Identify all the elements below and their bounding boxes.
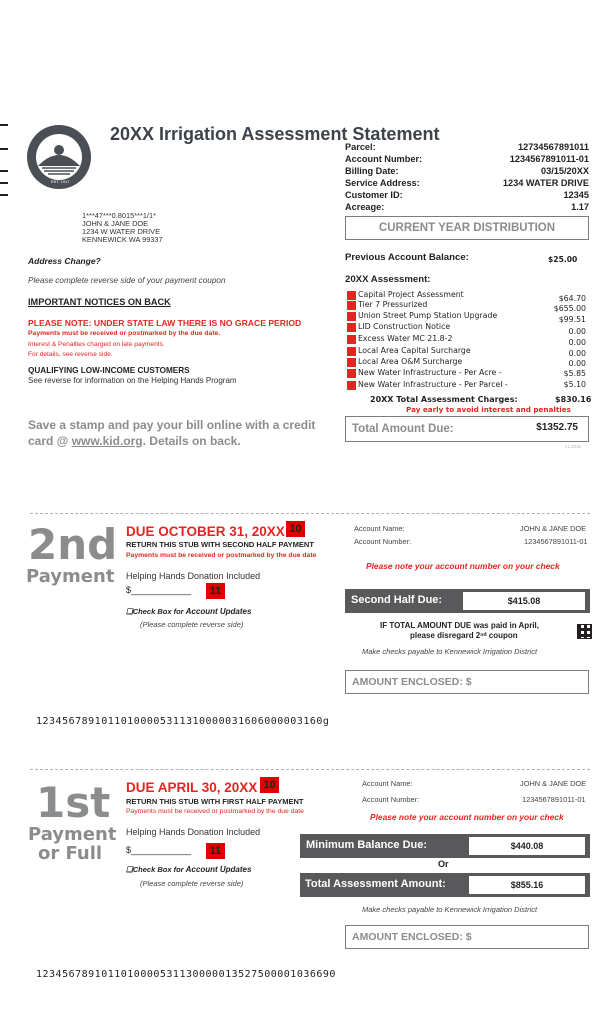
micr-line: 1234567891011010000531130000013527500001036690 bbox=[36, 969, 336, 980]
charge-number-marker: 6 bbox=[347, 347, 356, 356]
pay-early-note: Pay early to avoid interest and penalties bbox=[406, 405, 571, 414]
micr-line: 12345678910110100005311310000031606000003160g bbox=[36, 716, 330, 727]
return-line: RETURN THIS STUB WITH SECOND HALF PAYMENT bbox=[126, 540, 314, 549]
complete-reverse: (Please complete reverse side) bbox=[140, 620, 244, 629]
charge-amount: $5.10 bbox=[563, 380, 586, 389]
charge-row bbox=[345, 290, 589, 303]
previous-balance-label: Previous Account Balance: bbox=[345, 252, 469, 263]
charge-row bbox=[345, 357, 589, 367]
previous-balance-value: $25.00 bbox=[548, 255, 578, 264]
info-row bbox=[345, 142, 589, 154]
info-value: 1234567891011-01 bbox=[509, 154, 589, 164]
charge-number-marker: 7 bbox=[347, 358, 356, 367]
charge-row bbox=[345, 322, 589, 336]
qualifying-heading: QUALIFYING LOW-INCOME CUSTOMERS bbox=[28, 366, 190, 375]
version-code: v1.2015 bbox=[565, 444, 582, 449]
checks-payable: Make checks payable to Kennewick Irrigation District bbox=[362, 905, 538, 914]
info-label: Parcel: bbox=[345, 142, 376, 152]
charge-amount: 0.00 bbox=[568, 338, 586, 347]
charge-label-group bbox=[347, 334, 452, 344]
charge-amount: $5.85 bbox=[563, 369, 586, 378]
account-name-label: Account Name: bbox=[354, 524, 405, 533]
grace-period-notice: PLEASE NOTE: UNDER STATE LAW THERE IS NO GRACE PERIOD bbox=[28, 318, 302, 328]
qr-code-icon bbox=[577, 624, 592, 639]
account-number-label: Account Number: bbox=[354, 537, 412, 546]
total-assessment-label: Total Assessment Amount: bbox=[305, 878, 446, 890]
postmark-line: Payments must be received or postmarked by the due date bbox=[126, 552, 317, 559]
due-marker: 10 bbox=[286, 521, 305, 537]
addressee-street: 1234 W WATER DRIVE bbox=[82, 227, 161, 236]
total-charges-label: 20XX Total Assessment Charges: bbox=[370, 395, 518, 404]
check-box-row[interactable] bbox=[126, 865, 251, 874]
charge-number-marker: 2 bbox=[347, 301, 356, 310]
checks-payable: Make checks payable to Kennewick Irrigation District bbox=[362, 647, 538, 656]
fold-mark bbox=[0, 182, 8, 184]
second-half-due-label: Second Half Due: bbox=[351, 594, 443, 606]
save-stamp-prefix: card @ bbox=[28, 434, 72, 448]
total-due-box bbox=[345, 416, 589, 442]
donation-marker: 11 bbox=[206, 843, 225, 859]
fold-mark bbox=[0, 170, 8, 172]
complete-reverse: (Please complete reverse side) bbox=[140, 879, 244, 888]
account-number-value: 1234567891011-01 bbox=[524, 537, 588, 546]
charge-label: Local Area O&M Surcharge bbox=[358, 357, 463, 366]
charge-label-group bbox=[347, 290, 464, 300]
info-label: Customer ID: bbox=[345, 190, 403, 200]
total-due-label: Total Amount Due: bbox=[352, 423, 454, 435]
assessment-label: 20XX Assessment: bbox=[345, 274, 431, 285]
charge-label-group bbox=[347, 357, 462, 367]
charge-label: Local Area Capital Surcharge bbox=[358, 346, 471, 355]
charge-label: LID Construction Notice bbox=[358, 322, 451, 331]
charge-label: Excess Water MC 21.8-2 bbox=[358, 334, 453, 343]
postmark-line: Payments must be received or postmarked by the due date bbox=[126, 808, 304, 815]
if-total-line-2: please disregard 2ⁿᵈ coupon bbox=[410, 631, 518, 640]
charge-label-group bbox=[347, 346, 471, 356]
qualifying-sub: See reverse for information on the Helping Hands Program bbox=[28, 376, 237, 385]
save-stamp-line-1: Save a stamp and pay your bill online with a credit bbox=[28, 418, 316, 432]
save-stamp-suffix: . Details on back. bbox=[142, 434, 241, 448]
minimum-balance-value: $440.08 bbox=[468, 836, 586, 856]
due-title: DUE OCTOBER 31, 20XX bbox=[126, 524, 285, 539]
due-marker: 10 bbox=[260, 777, 279, 793]
info-value: 12734567891011 bbox=[517, 142, 589, 152]
donation-marker: 11 bbox=[206, 583, 225, 599]
charge-label: Tier 7 Pressurized bbox=[358, 300, 428, 309]
grace-sub-3: For details, see reverse side. bbox=[28, 351, 113, 358]
grace-sub-1: Payments must be received or postmarked by the due date. bbox=[28, 330, 221, 337]
charge-number-marker: 3 bbox=[347, 312, 356, 321]
charge-label: New Water Infrastructure - Per Parcel - bbox=[358, 380, 508, 389]
if-total-line-1: IF TOTAL AMOUNT DUE was paid in April, bbox=[380, 621, 539, 630]
charge-amount: $655.00 bbox=[553, 304, 586, 313]
ordinal-1st: 1st bbox=[36, 778, 111, 827]
charge-label-group bbox=[347, 368, 502, 378]
ordinal-2nd: 2nd bbox=[28, 520, 118, 569]
address-change-note: Please complete reverse side of your payment coupon bbox=[28, 276, 226, 285]
info-row bbox=[345, 202, 589, 214]
charge-amount: $99.51 bbox=[558, 315, 586, 324]
total-charges-value: $830.16 bbox=[555, 395, 592, 404]
info-label: Acreage: bbox=[345, 202, 385, 212]
donation-line[interactable]: $____________ bbox=[126, 845, 192, 855]
account-number-label: Account Number: bbox=[362, 795, 420, 804]
district-logo bbox=[26, 124, 92, 190]
charge-number-marker: 8 bbox=[347, 369, 356, 378]
charge-row bbox=[345, 300, 589, 313]
charge-number-marker: 9 bbox=[347, 381, 356, 390]
note-account: Please note your account number on your check bbox=[366, 561, 560, 571]
minimum-balance-label: Minimum Balance Due: bbox=[306, 839, 428, 851]
charge-amount: 0.00 bbox=[568, 349, 586, 358]
fold-mark bbox=[0, 194, 8, 196]
info-value: 03/15/20XX bbox=[540, 166, 589, 176]
charge-row bbox=[345, 346, 589, 356]
charge-number-marker: 1 bbox=[347, 291, 356, 300]
tear-line bbox=[30, 513, 590, 514]
barcode-line: 1***47***0.8015***1/1* bbox=[82, 211, 156, 220]
address-change-heading: Address Change? bbox=[28, 256, 101, 266]
charge-number-marker: 4 bbox=[347, 323, 356, 332]
info-label: Billing Date: bbox=[345, 166, 399, 176]
distribution-header-box bbox=[345, 216, 589, 240]
amount-enclosed-label: AMOUNT ENCLOSED: $ bbox=[352, 931, 472, 943]
or-full-word: or Full bbox=[38, 843, 103, 864]
info-row bbox=[345, 178, 589, 190]
return-line: RETURN THIS STUB WITH FIRST HALF PAYMENT bbox=[126, 797, 304, 806]
amount-enclosed-label: AMOUNT ENCLOSED: $ bbox=[352, 676, 472, 688]
info-row bbox=[345, 154, 589, 166]
charge-row bbox=[345, 334, 589, 347]
save-stamp-line-2 bbox=[28, 434, 241, 448]
check-box-label[interactable]: ❑Check Box for bbox=[126, 865, 186, 874]
charge-label: New Water Infrastructure - Per Acre - bbox=[358, 368, 502, 377]
account-name-label: Account Name: bbox=[362, 779, 413, 788]
info-value: 12345 bbox=[563, 190, 589, 200]
charge-label-group bbox=[347, 380, 508, 390]
due-title: DUE APRIL 30, 20XX bbox=[126, 780, 258, 795]
total-assessment-value: $855.16 bbox=[468, 875, 586, 895]
fold-mark bbox=[0, 124, 8, 126]
charge-number-marker: 5 bbox=[347, 335, 356, 344]
second-half-due-value: $415.08 bbox=[462, 591, 586, 611]
tear-line bbox=[30, 769, 590, 770]
info-value: 1234 WATER DRIVE bbox=[502, 178, 589, 188]
important-notices: IMPORTANT NOTICES ON BACK bbox=[28, 297, 171, 307]
addressee-city: KENNEWICK WA 99337 bbox=[82, 235, 163, 244]
charge-amount: 0.00 bbox=[568, 327, 586, 336]
grace-sub-2: Interest & Penalties charged on late payments. bbox=[28, 341, 165, 348]
account-number-value: 1234567891011-01 bbox=[522, 795, 586, 804]
total-due-value: $1352.75 bbox=[536, 422, 578, 433]
info-row bbox=[345, 190, 589, 202]
charge-row bbox=[345, 380, 589, 390]
statement-title: 20XX Irrigation Assessment Statement bbox=[110, 124, 440, 144]
note-account: Please note your account number on your check bbox=[370, 812, 564, 822]
charge-label-group bbox=[347, 311, 497, 321]
payment-word: Payment bbox=[28, 824, 117, 845]
charge-amount: 0.00 bbox=[568, 359, 586, 368]
info-label: Account Number: bbox=[345, 154, 423, 164]
account-updates: Account Updates bbox=[185, 607, 252, 616]
account-name-value: JOHN & JANE DOE bbox=[520, 524, 587, 533]
info-row bbox=[345, 166, 589, 178]
charge-row bbox=[345, 368, 589, 378]
fold-mark bbox=[0, 148, 8, 150]
charge-label-group bbox=[347, 300, 427, 310]
charge-amount: $64.70 bbox=[558, 294, 586, 303]
account-name-value: JOHN & JANE DOE bbox=[520, 779, 587, 788]
check-box-row[interactable] bbox=[126, 607, 251, 616]
helping-hands: Helping Hands Donation Included bbox=[126, 827, 261, 837]
helping-hands: Helping Hands Donation Included bbox=[126, 571, 261, 581]
info-value: 1.17 bbox=[571, 202, 589, 212]
charge-label: Union Street Pump Station Upgrade bbox=[358, 311, 498, 320]
account-updates: Account Updates bbox=[185, 865, 252, 874]
info-label: Service Address: bbox=[345, 178, 420, 188]
website-link[interactable]: www.kid.org bbox=[71, 434, 143, 448]
distribution-header: CURRENT YEAR DISTRIBUTION bbox=[378, 222, 556, 234]
logo-est: EST. 1917 bbox=[51, 179, 70, 184]
charge-label-group bbox=[347, 322, 450, 332]
charge-row bbox=[345, 311, 589, 324]
check-box-label[interactable]: ❑Check Box for bbox=[126, 607, 186, 616]
or-word: Or bbox=[438, 859, 449, 869]
charge-label: Capital Project Assessment bbox=[358, 290, 464, 299]
amount-enclosed-box[interactable] bbox=[345, 925, 589, 949]
donation-line[interactable]: $____________ bbox=[126, 585, 192, 595]
payment-word: Payment bbox=[26, 566, 115, 587]
addressee-name: JOHN & JANE DOE bbox=[82, 219, 149, 228]
amount-enclosed-box[interactable] bbox=[345, 670, 589, 694]
